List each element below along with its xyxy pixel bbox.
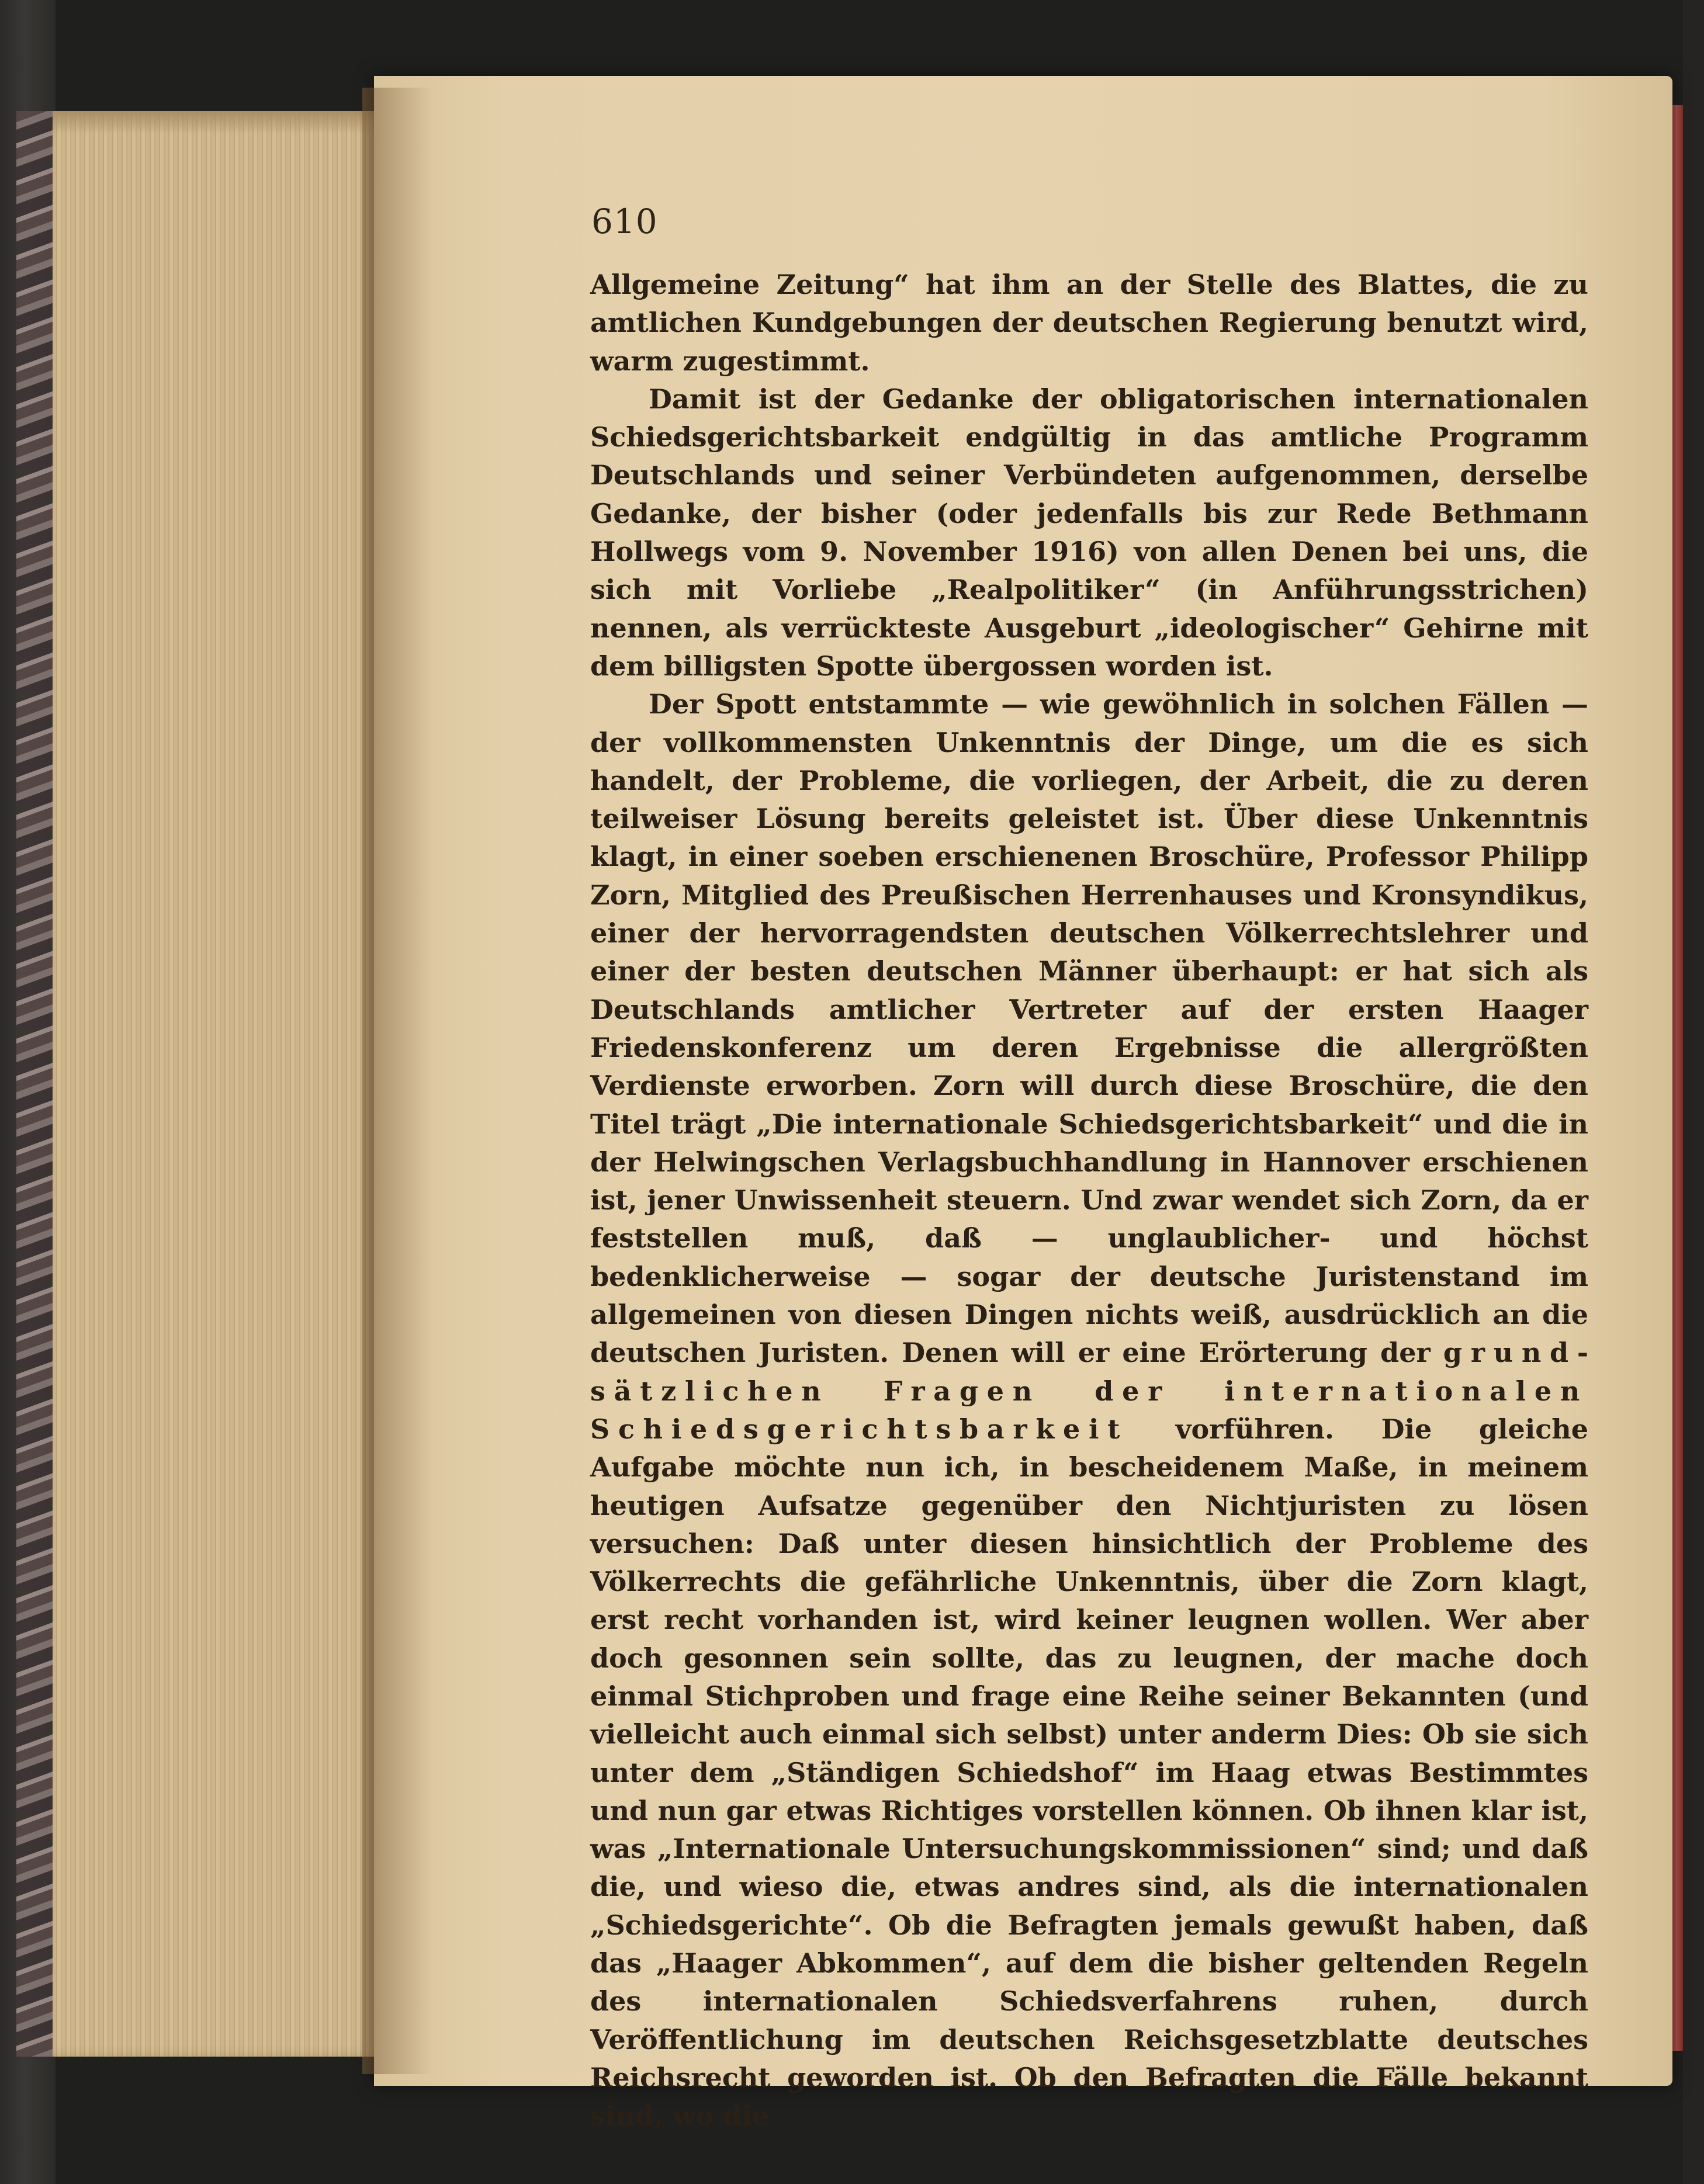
gutter-shadow bbox=[362, 88, 432, 2074]
book-cover-right bbox=[1683, 0, 1704, 2184]
page-number: 610 bbox=[591, 202, 658, 241]
paragraph-text: vorführen. Die gleiche Aufgabe möchte nun ich, in bescheidenem Maße, in meinem heutigen Aufsatze gegenüber den Nichtjuristen zu lösen versuchen: Daß unter diesen hinsichtlich der Probleme des Völkerrechts die gefährliche Unkenntnis, über die Zorn klagt, erst recht vorhanden ist, wird keiner leugnen wollen. Wer aber doch gesonnen sein sollte, das zu leugnen, der mache doch einmal Stichproben und frage eine Reihe seiner Bekannten (und vielleicht auch einmal sich selbst) unter anderm Dies: Ob sie sich unter dem „Ständigen Schiedshof“ im Haag etwas Bestimmtes und nun gar etwas Richtiges vorstellen können. Ob ihnen klar ist, was „Internationale Untersuchungskommissionen“ sind; und daß die, und wieso die, etwas andres sind, als die internationalen „Schiedsgerichte“. Ob die Befragten jemals gewußt haben, daß das „Haager Abkommen“, auf dem die bisher geltenden Regeln des internationalen Schiedsverfahrens ruhen, durch Veröffentlichung im deutschen Reichsgesetzblatte deutsches Reichsrecht geworden ist. Ob den Befragten die Fälle bekannt sind, wo die bbox=[590, 1413, 1588, 2132]
page-stack-edges bbox=[53, 111, 380, 2057]
paragraph-text: Der Spott entstammte — wie gewöhnlich in solchen Fällen — der vollkommensten Unkenntnis der Dinge, um die es sich handelt, der Probleme, die vorliegen, der Arbeit, die zu deren teilweiser Lösung bereits geleistet ist. Über diese Unkenntnis klagt, in einer soeben erschienenen Broschüre, Professor Philipp Zorn, Mitglied des Preußischen Herrenhauses und Kronsyndikus, einer der hervorragendsten deutschen Völkerrechtslehrer und einer der besten deutschen Männer überhaupt: er hat sich als Deutschlands amtlicher Vertreter auf der ersten Haager Friedenskonferenz um deren Ergebnisse die allergrößten Verdienste erworben. Zorn will durch diese Broschüre, die den Titel trägt „Die internationale Schiedsgerichtsbarkeit“ und die in der Helwingschen Verlagsbuchhandlung in Hannover erschienen ist, jener Unwissenheit steuern. Und zwar wendet sich Zorn, da er feststellen muß, daß — unglaublicher- und höchst bedenklicherweise — sogar der deutsche Juristenstand im allgemeinen von diesen Dingen nichts weiß, ausdrücklich an die deutschen Juristen. Denen will er eine Erörterung der bbox=[590, 688, 1588, 1369]
spaced-emphasis-text: grundsätzlichen Fragen der internationalen Schiedsgerichtsbarkeit bbox=[590, 1337, 1588, 1445]
paragraph bbox=[590, 685, 1588, 2135]
paragraph-text: Damit ist der Gedanke der obligatorischen internationalen Schiedsgerichtsbarkeit endgültig in das amtliche Programm Deutschlands und seiner Verbündeten aufgenommen, derselbe Gedanke, der bisher (oder jedenfalls bis zur Rede Bethmann Hollwegs vom 9. November 1916) von allen Denen bei uns, die sich mit Vorliebe „Realpolitiker“ (in Anführungsstrichen) nennen, als verrückteste Ausgeburt „ideologischer“ Gehirne mit dem billigsten Spotte übergossen worden ist. bbox=[590, 383, 1588, 682]
paragraph bbox=[590, 266, 1588, 380]
paragraph bbox=[590, 380, 1588, 685]
page-body-text bbox=[590, 266, 1588, 2136]
marbled-cover-edge bbox=[16, 111, 57, 2057]
paragraph-text: Allgemeine Zeitung“ hat ihm an der Stelle des Blattes, die zu amtlichen Kundgebungen der deutschen Regierung benutzt wird, warm zugestimmt. bbox=[590, 269, 1588, 377]
page-stack-shadow bbox=[53, 111, 380, 134]
